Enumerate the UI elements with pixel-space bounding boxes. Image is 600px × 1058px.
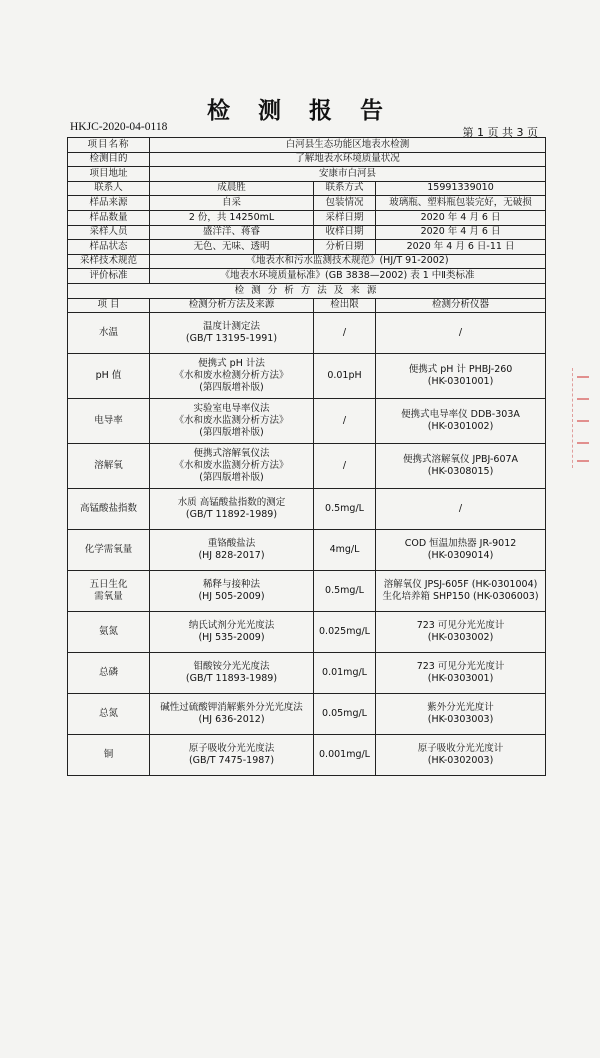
instrument-line: / <box>458 502 463 514</box>
method-cell <box>150 653 314 694</box>
sample-date: 2020 年 4 月 6 日 <box>376 210 546 225</box>
analysis-date: 2020 年 4 月 6 日-11 日 <box>376 240 546 255</box>
item-line: 水温 <box>98 326 118 338</box>
item-line: 总磷 <box>98 666 118 678</box>
method-cell <box>150 399 314 444</box>
method-line: 《水和废水监测分析方法》 <box>174 414 289 426</box>
seal-stamp-mark <box>572 368 595 468</box>
instrument-cell <box>376 354 546 399</box>
method-line: 稀释与接种法 <box>202 578 260 590</box>
method-line: (GB/T 13195-1991) <box>185 333 278 345</box>
table-row <box>68 354 546 399</box>
table-row <box>68 530 546 571</box>
page-info: 第 1 页 共 3 页 <box>462 126 538 139</box>
item-cell <box>68 694 150 735</box>
method-cell <box>150 354 314 399</box>
limit-cell: / <box>314 313 376 354</box>
item-cell <box>68 444 150 489</box>
item-cell <box>68 530 150 571</box>
instrument-line: 723 可见分光光度计 <box>416 619 505 631</box>
item-cell <box>68 313 150 354</box>
samplers-label: 采样人员 <box>68 225 150 240</box>
instrument-cell <box>376 612 546 653</box>
item-cell <box>68 653 150 694</box>
limit-cell: 0.5mg/L <box>314 489 376 530</box>
method-line: (GB/T 7475-1987) <box>188 755 275 767</box>
instrument-cell <box>376 444 546 489</box>
method-line: 便携式 pH 计法 <box>198 357 265 369</box>
instrument-line: (HK-0303003) <box>427 714 494 726</box>
project-name: 白河县生态功能区地表水检测 <box>150 138 546 153</box>
instrument-cell <box>376 694 546 735</box>
table-row <box>68 694 546 735</box>
instrument-line: (HK-0308015) <box>427 466 494 478</box>
samplers: 盛洋洋、蒋睿 <box>150 225 314 240</box>
state-label: 样品状态 <box>68 240 150 255</box>
limit-cell: / <box>314 444 376 489</box>
state: 无色、无味、透明 <box>150 240 314 255</box>
standard: 《地表水环境质量标准》(GB 3838—2002) 表 1 中Ⅱ类标准 <box>150 269 546 284</box>
address-label: 项目地址 <box>68 167 150 182</box>
instrument-cell <box>376 489 546 530</box>
limit-cell: 0.05mg/L <box>314 694 376 735</box>
phone: 15991339010 <box>376 181 546 196</box>
item-line: 高锰酸盐指数 <box>79 502 137 514</box>
purpose-label: 检测目的 <box>68 152 150 167</box>
table-row <box>68 571 546 612</box>
instrument-line: (HK-0309014) <box>427 550 494 562</box>
method-line: (HJ 535-2009) <box>198 632 265 644</box>
method-cell <box>150 612 314 653</box>
item-cell <box>68 571 150 612</box>
method-cell <box>150 735 314 776</box>
instrument-cell <box>376 653 546 694</box>
table-row <box>68 399 546 444</box>
item-line: 需氧量 <box>94 591 123 603</box>
method-line: 重铬酸盐法 <box>207 537 256 549</box>
package: 玻璃瓶、塑料瓶包装完好，无破损 <box>376 196 546 211</box>
item-line: 氨氮 <box>98 625 118 637</box>
instrument-line: (HK-0301002) <box>427 421 494 433</box>
item-cell <box>68 735 150 776</box>
method-cell <box>150 694 314 735</box>
item-line: 铜 <box>103 748 114 760</box>
report-title: 检 测 报 告 <box>206 98 394 124</box>
method-line: 原子吸收分光光度法 <box>188 742 275 754</box>
project-name-label: 项目名称 <box>68 138 150 153</box>
method-line: 纳氏试剂分光光度法 <box>188 619 275 631</box>
instrument-line: (HK-0302003) <box>427 755 494 767</box>
methods-section-title: 检 测 分 析 方 法 及 来 源 <box>68 283 546 298</box>
header-item: 项 目 <box>68 298 150 313</box>
method-cell <box>150 489 314 530</box>
instrument-cell <box>376 530 546 571</box>
instrument-line: 原子吸收分光光度计 <box>417 742 504 754</box>
header-instrument: 检测分析仪器 <box>376 298 546 313</box>
table-row <box>68 612 546 653</box>
instrument-line: 723 可见分光光度计 <box>416 660 505 672</box>
item-line: 化学需氧量 <box>84 543 133 555</box>
method-line: 《水和废水监测分析方法》 <box>174 459 289 471</box>
item-cell <box>68 354 150 399</box>
instrument-line: (HK-0301001) <box>427 376 494 388</box>
item-line: 溶解氧 <box>94 459 123 471</box>
analysis-date-label: 分析日期 <box>314 240 376 255</box>
item-cell <box>68 399 150 444</box>
method-cell <box>150 444 314 489</box>
quantity: 2 份，共 14250mL <box>150 210 314 225</box>
method-line: 钼酸铵分光光度法 <box>193 660 270 672</box>
receive-date: 2020 年 4 月 6 日 <box>376 225 546 240</box>
source-label: 样品来源 <box>68 196 150 211</box>
method-line: (GB/T 11892-1989) <box>185 509 278 521</box>
instrument-line: 紫外分光光度计 <box>427 701 494 713</box>
spec-label: 采样技术规范 <box>68 254 150 269</box>
quantity-label: 样品数量 <box>68 210 150 225</box>
contact: 成晨胜 <box>150 181 314 196</box>
spec: 《地表水和污水监测技术规范》(HJ/T 91-2002) <box>150 254 546 269</box>
instrument-line: 便携式溶解氧仪 JPBJ-607A <box>402 453 519 465</box>
instrument-line: / <box>458 326 463 338</box>
limit-cell: 0.025mg/L <box>314 612 376 653</box>
phone-label: 联系方式 <box>314 181 376 196</box>
method-line: 水质 高锰酸盐指数的测定 <box>177 496 286 508</box>
instrument-cell <box>376 571 546 612</box>
table-row <box>68 444 546 489</box>
item-line: 电导率 <box>94 414 123 426</box>
instrument-line: (HK-0303002) <box>427 632 494 644</box>
item-line: pH 值 <box>95 369 122 381</box>
address: 安康市白河县 <box>150 167 546 182</box>
purpose: 了解地表水环境质量状况 <box>150 152 546 167</box>
standard-label: 评价标准 <box>68 269 150 284</box>
instrument-line: 生化培养箱 SHP150 (HK-0306003) <box>382 591 539 603</box>
method-line: 温度计测定法 <box>202 320 260 332</box>
method-line: 碱性过硫酸钾消解紫外分光光度法 <box>160 701 303 713</box>
method-line: (HJ 828-2017) <box>198 550 265 562</box>
table-row <box>68 735 546 776</box>
table-row <box>68 313 546 354</box>
limit-cell: 4mg/L <box>314 530 376 571</box>
limit-cell: / <box>314 399 376 444</box>
report-table <box>67 137 546 776</box>
item-cell <box>68 489 150 530</box>
header-limit: 检出限 <box>314 298 376 313</box>
header-method: 检测分析方法及来源 <box>150 298 314 313</box>
table-row <box>68 653 546 694</box>
method-cell <box>150 571 314 612</box>
item-line: 总氮 <box>98 707 118 719</box>
contact-label: 联系人 <box>68 181 150 196</box>
sample-date-label: 采样日期 <box>314 210 376 225</box>
instrument-cell <box>376 399 546 444</box>
receive-date-label: 收样日期 <box>314 225 376 240</box>
method-line: 实验室电导率仪法 <box>193 402 270 414</box>
instrument-cell <box>376 735 546 776</box>
method-line: (GB/T 11893-1989) <box>185 673 278 685</box>
instrument-line: 溶解氧仪 JPSJ-605F (HK-0301004) <box>383 578 538 590</box>
method-line: 便携式溶解氧仪法 <box>193 447 270 459</box>
instrument-cell <box>376 313 546 354</box>
method-line: (第四版增补版) <box>199 427 264 439</box>
limit-cell: 0.5mg/L <box>314 571 376 612</box>
limit-cell: 0.01pH <box>314 354 376 399</box>
source: 自采 <box>150 196 314 211</box>
method-line: (HJ 505-2009) <box>198 591 265 603</box>
instrument-line: 便携式电导率仪 DDB-303A <box>401 408 520 420</box>
item-cell <box>68 612 150 653</box>
limit-cell: 0.01mg/L <box>314 653 376 694</box>
method-cell <box>150 530 314 571</box>
table-row <box>68 489 546 530</box>
instrument-line: COD 恒温加热器 JR-9012 <box>404 537 517 549</box>
method-line: 《水和废水检测分析方法》 <box>174 369 289 381</box>
instrument-line: 便携式 pH 计 PHBJ-260 <box>408 363 513 375</box>
item-line: 五日生化 <box>89 578 128 590</box>
method-line: (HJ 636-2012) <box>198 714 265 726</box>
method-cell <box>150 313 314 354</box>
method-line: (第四版增补版) <box>199 472 264 484</box>
instrument-line: (HK-0303001) <box>427 673 494 685</box>
report-code: HKJC-2020-04-0118 <box>70 121 168 133</box>
limit-cell: 0.001mg/L <box>314 735 376 776</box>
method-line: (第四版增补版) <box>199 382 264 394</box>
package-label: 包装情况 <box>314 196 376 211</box>
